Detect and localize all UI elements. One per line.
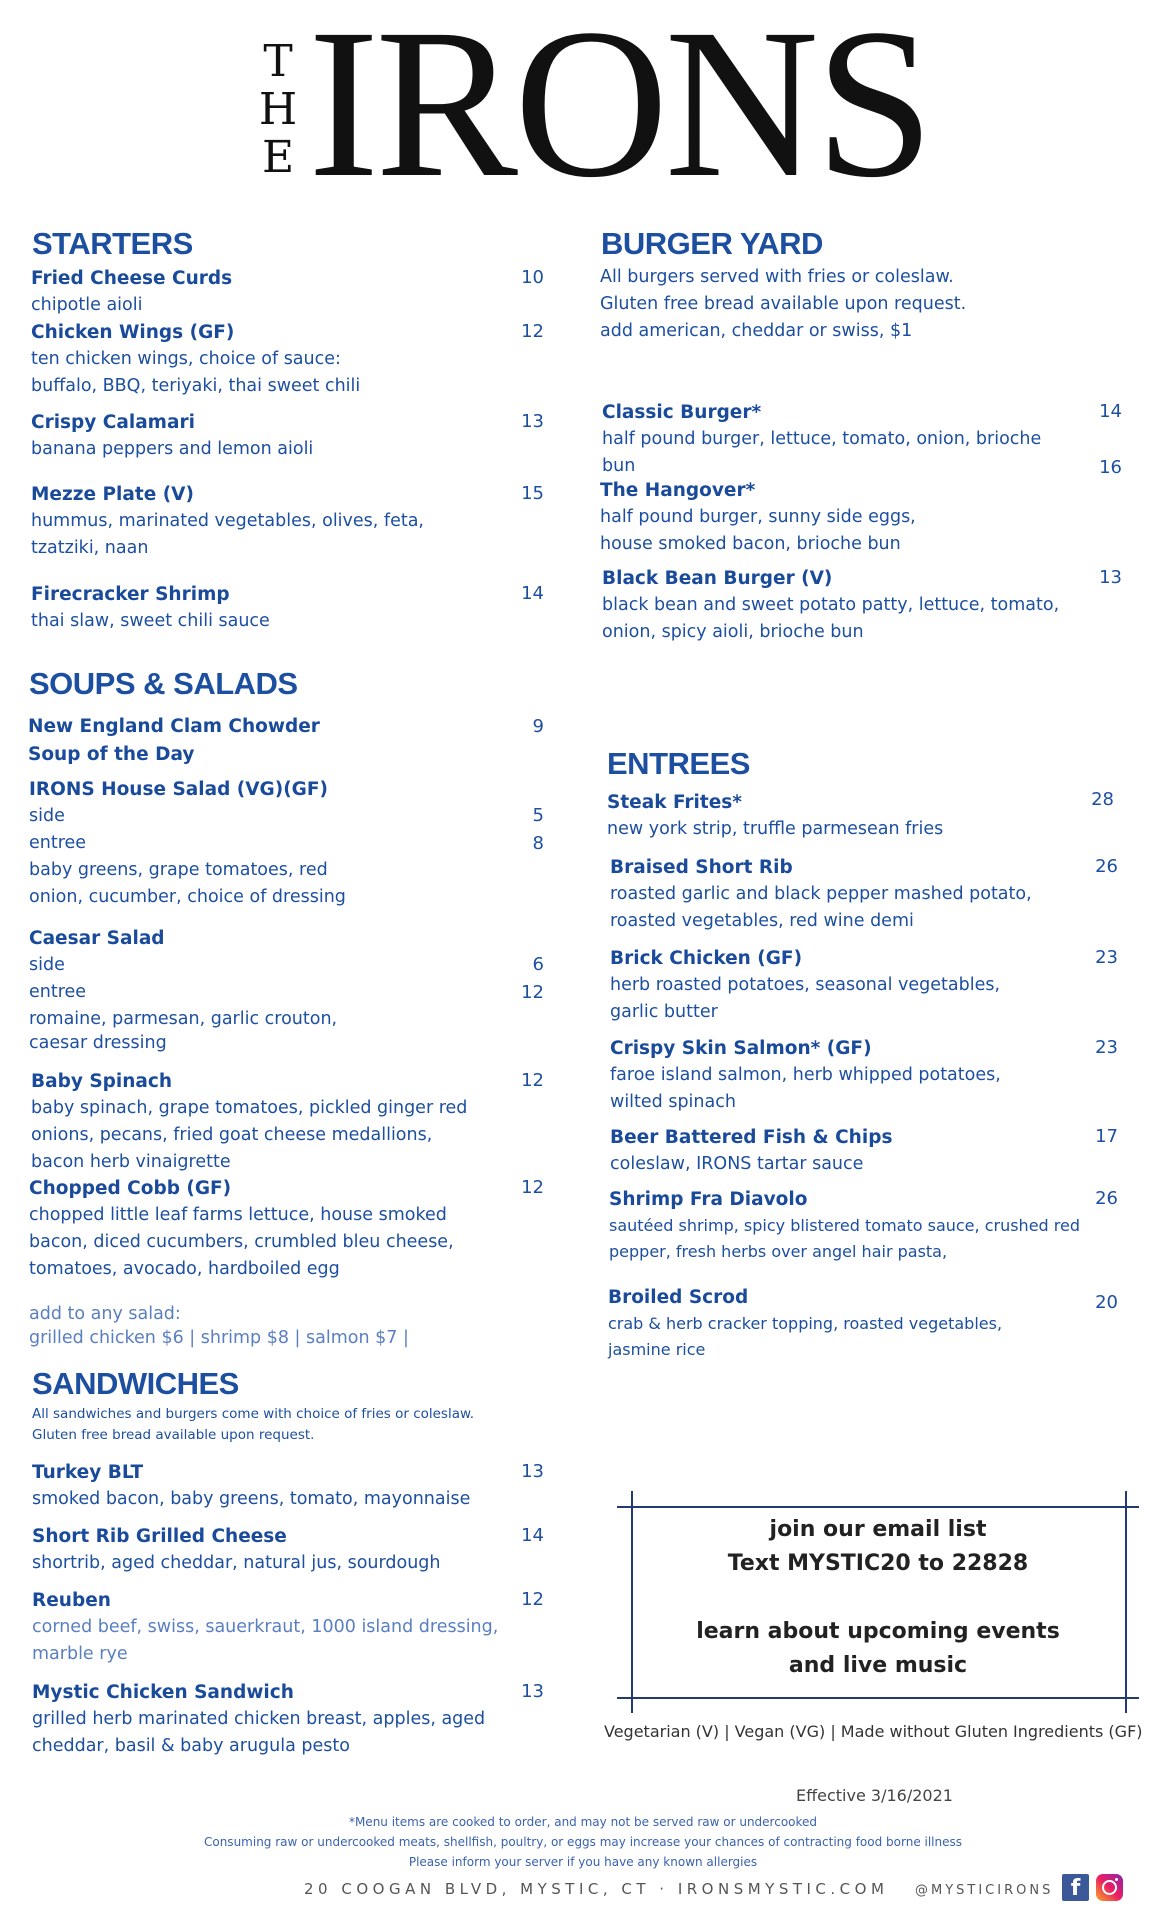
item-desc: tomatoes, avocado, hardboiled egg — [29, 1259, 340, 1279]
item-desc: onion, spicy aioli, brioche bun — [602, 622, 864, 642]
salad-addons: add to any salad: grilled chicken $6 | shrimp $8 | salmon $7 | — [29, 1304, 409, 1348]
menu-item — [31, 266, 232, 319]
item-price: 26 — [1095, 856, 1118, 877]
dietary-legend: Vegetarian (V) | Vegan (VG) | Made without Gluten Ingredients (GF) — [604, 1722, 1143, 1741]
item-price: 13 — [521, 411, 544, 432]
item-desc: baby greens, grape tomatoes, red — [29, 860, 328, 880]
sandwiches-note: All sandwiches and burgers come with choice of fries or coleslaw. Gluten free bread available upon request. — [32, 1406, 475, 1443]
item-desc: house smoked bacon, brioche bun — [600, 534, 901, 554]
item-desc: bacon, diced cucumbers, crumbled bleu cheese, — [29, 1232, 454, 1252]
item-name: Braised Short Rib — [610, 857, 793, 878]
item-desc: shortrib, aged cheddar, natural jus, sourdough — [32, 1553, 441, 1573]
email-line-1: join our email list — [769, 1517, 987, 1542]
item-price: 15 — [521, 483, 544, 504]
item-desc: tzatziki, naan — [31, 538, 149, 558]
social-handle: @MYSTICIRONS — [915, 1883, 1054, 1898]
item-name: Shrimp Fra Diavolo — [609, 1189, 808, 1210]
effective-date: Effective 3/16/2021 — [796, 1786, 953, 1805]
menu-item — [31, 482, 424, 562]
item-name: Short Rib Grilled Cheese — [32, 1526, 287, 1547]
item-desc: hummus, marinated vegetables, olives, feta, — [31, 511, 424, 531]
item-desc: jasmine rice — [608, 1340, 706, 1359]
item-desc: grilled herb marinated chicken breast, apples, aged — [32, 1709, 486, 1729]
item-name: Firecracker Shrimp — [31, 584, 230, 605]
item-size: entree — [29, 982, 87, 1002]
item-desc: marble rye — [32, 1644, 128, 1664]
item-desc: ten chicken wings, choice of sauce: — [31, 349, 341, 369]
item-price: 17 — [1095, 1126, 1118, 1147]
item-name: Baby Spinach — [31, 1071, 173, 1092]
item-desc: wilted spinach — [610, 1092, 736, 1112]
sandwiches-heading: SANDWICHES — [32, 1366, 239, 1401]
item-name: Fried Cheese Curds — [31, 268, 233, 289]
item-price: 12 — [521, 1589, 544, 1610]
item-price: 6 — [532, 954, 544, 975]
item-desc: half pound burger, lettuce, tomato, onion, brioche — [602, 429, 1042, 449]
item-size: side — [29, 955, 65, 975]
item-name: Crispy Calamari — [31, 412, 195, 433]
item-price: 13 — [1099, 567, 1122, 588]
item-desc: new york strip, truffle parmesean fries — [607, 819, 944, 839]
item-desc: chipotle aioli — [31, 295, 143, 315]
item-name: Chicken Wings (GF) — [31, 322, 235, 343]
menu-item — [31, 1069, 467, 1176]
item-name: Turkey BLT — [32, 1462, 144, 1483]
item-name: Mystic Chicken Sandwich — [32, 1682, 294, 1703]
menu-item — [610, 946, 1000, 1026]
item-desc: herb roasted potatoes, seasonal vegetables, — [610, 975, 1001, 995]
item-name: Black Bean Burger (V) — [602, 568, 833, 589]
soups-salads-heading: SOUPS & SALADS — [29, 666, 298, 701]
box-line-bottom — [617, 1697, 1139, 1699]
menu-item — [610, 1125, 892, 1178]
item-desc: chopped little leaf farms lettuce, house smoked — [29, 1205, 447, 1225]
menu-item — [610, 1036, 1001, 1116]
menu-item — [29, 777, 346, 911]
item-price: 5 — [532, 805, 544, 826]
logo-the: T H E — [258, 36, 298, 183]
item-desc: caesar dressing — [29, 1033, 167, 1053]
item-desc: garlic butter — [610, 1002, 718, 1022]
menu-item — [32, 1524, 441, 1577]
item-desc: thai slaw, sweet chili sauce — [31, 611, 270, 631]
item-price: 12 — [521, 1177, 544, 1198]
item-size: entree — [29, 833, 87, 853]
item-price: 13 — [521, 1681, 544, 1702]
email-signup-box — [617, 1491, 1139, 1713]
email-line-4: and live music — [788, 1653, 968, 1678]
item-name: Broiled Scrod — [608, 1287, 749, 1308]
item-price: 26 — [1095, 1188, 1118, 1209]
item-desc: onion, cucumber, choice of dressing — [29, 887, 346, 907]
item-price: 28 — [1091, 789, 1114, 810]
menu-item — [609, 1187, 1080, 1265]
menu-item — [31, 582, 270, 635]
item-desc: crab & herb cracker topping, roasted vegetables, — [608, 1314, 1003, 1333]
menu-item — [31, 410, 313, 463]
item-desc: onions, pecans, fried goat cheese medallions, — [31, 1125, 433, 1145]
item-name: Mezze Plate (V) — [31, 484, 194, 505]
item-name: Steak Frites* — [607, 792, 742, 813]
menu-item — [29, 926, 337, 1053]
item-name: The Hangover* — [600, 480, 756, 501]
menu-item — [32, 1680, 485, 1760]
menu-item — [28, 714, 320, 768]
address-website: 20 COOGAN BLVD, MYSTIC, CT · IRONSMYSTIC.COM — [304, 1880, 889, 1898]
menu-item — [32, 1588, 498, 1668]
item-name: Beer Battered Fish & Chips — [610, 1127, 893, 1148]
menu-item — [610, 855, 1032, 935]
item-name: IRONS House Salad (VG)(GF) — [29, 779, 328, 800]
menu-item — [607, 790, 943, 843]
item-desc: faroe island salmon, herb whipped potatoes, — [610, 1065, 1001, 1085]
menu-item — [31, 320, 360, 400]
logo — [0, 0, 1166, 222]
item-name: Classic Burger* — [602, 402, 762, 423]
logo-irons: IRONS — [308, 0, 931, 222]
menu-item — [32, 1460, 470, 1513]
item-desc: sautéed shrimp, spicy blistered tomato sauce, crushed red — [609, 1216, 1080, 1235]
item-desc: roasted garlic and black pepper mashed potato, — [610, 884, 1032, 904]
entrees-heading: ENTREES — [607, 746, 750, 781]
fine-print: *Menu items are cooked to order, and may not be served raw or undercooked Consuming raw or undercooked meats, shellfish, poultry, or eggs may increase your chances of contracting food borne illness Please inform your server if you have any known allergies — [203, 1815, 963, 1869]
facebook-icon[interactable]: f — [1062, 1874, 1089, 1901]
instagram-icon[interactable] — [1096, 1874, 1123, 1901]
item-price: 8 — [532, 833, 544, 854]
item-desc: half pound burger, sunny side eggs, — [600, 507, 916, 527]
email-line-3: learn about upcoming events — [696, 1619, 1060, 1644]
item-price: 14 — [1099, 401, 1122, 422]
item-desc: corned beef, swiss, sauerkraut, 1000 island dressing, — [32, 1617, 499, 1637]
item-name: Soup of the Day — [28, 744, 195, 765]
item-desc: romaine, parmesan, garlic crouton, — [29, 1009, 338, 1029]
menu-item — [608, 1285, 1002, 1363]
item-price: 12 — [521, 321, 544, 342]
item-price: 9 — [532, 716, 544, 737]
item-desc: bun — [602, 456, 636, 476]
item-price: 23 — [1095, 947, 1118, 968]
item-name: Reuben — [32, 1590, 111, 1611]
item-name: Crispy Skin Salmon* (GF) — [610, 1038, 872, 1059]
box-line-top — [617, 1506, 1139, 1508]
email-line-2: Text MYSTIC20 to 22828 — [727, 1551, 1029, 1576]
item-desc: bacon herb vinaigrette — [31, 1152, 231, 1172]
item-price: 23 — [1095, 1037, 1118, 1058]
item-price: 10 — [521, 267, 544, 288]
item-price: 14 — [521, 1525, 544, 1546]
item-size: side — [29, 806, 65, 826]
item-desc: roasted vegetables, red wine demi — [610, 911, 914, 931]
burger-yard-heading: BURGER YARD — [601, 226, 823, 261]
item-price: 13 — [521, 1461, 544, 1482]
menu-item — [602, 400, 1041, 480]
burger-intro: All burgers served with fries or coleslaw. Gluten free bread available upon request. add american, cheddar or swiss, $1 — [600, 267, 967, 341]
menu-item — [29, 1176, 454, 1283]
item-desc: smoked bacon, baby greens, tomato, mayonnaise — [32, 1489, 471, 1509]
item-desc: cheddar, basil & baby arugula pesto — [32, 1736, 350, 1756]
item-name: Brick Chicken (GF) — [610, 948, 803, 969]
item-price: 12 — [521, 982, 544, 1003]
item-price: 14 — [521, 583, 544, 604]
starters-heading: STARTERS — [32, 226, 193, 261]
item-desc: buffalo, BBQ, teriyaki, thai sweet chili — [31, 376, 361, 396]
item-desc: coleslaw, IRONS tartar sauce — [610, 1154, 864, 1174]
item-price: 12 — [521, 1070, 544, 1091]
item-name: Chopped Cobb (GF) — [29, 1178, 232, 1199]
item-desc: pepper, fresh herbs over angel hair pasta, — [609, 1242, 948, 1261]
item-desc: baby spinach, grape tomatoes, pickled ginger red — [31, 1098, 468, 1118]
item-desc: black bean and sweet potato patty, lettuce, tomato, — [602, 595, 1060, 615]
item-price: 16 — [1099, 457, 1122, 478]
menu-item — [602, 566, 1059, 646]
item-name: New England Clam Chowder — [28, 716, 320, 737]
item-price: 20 — [1095, 1292, 1118, 1313]
item-name: Caesar Salad — [29, 928, 165, 949]
menu-item — [600, 478, 916, 558]
item-desc: banana peppers and lemon aioli — [31, 439, 314, 459]
